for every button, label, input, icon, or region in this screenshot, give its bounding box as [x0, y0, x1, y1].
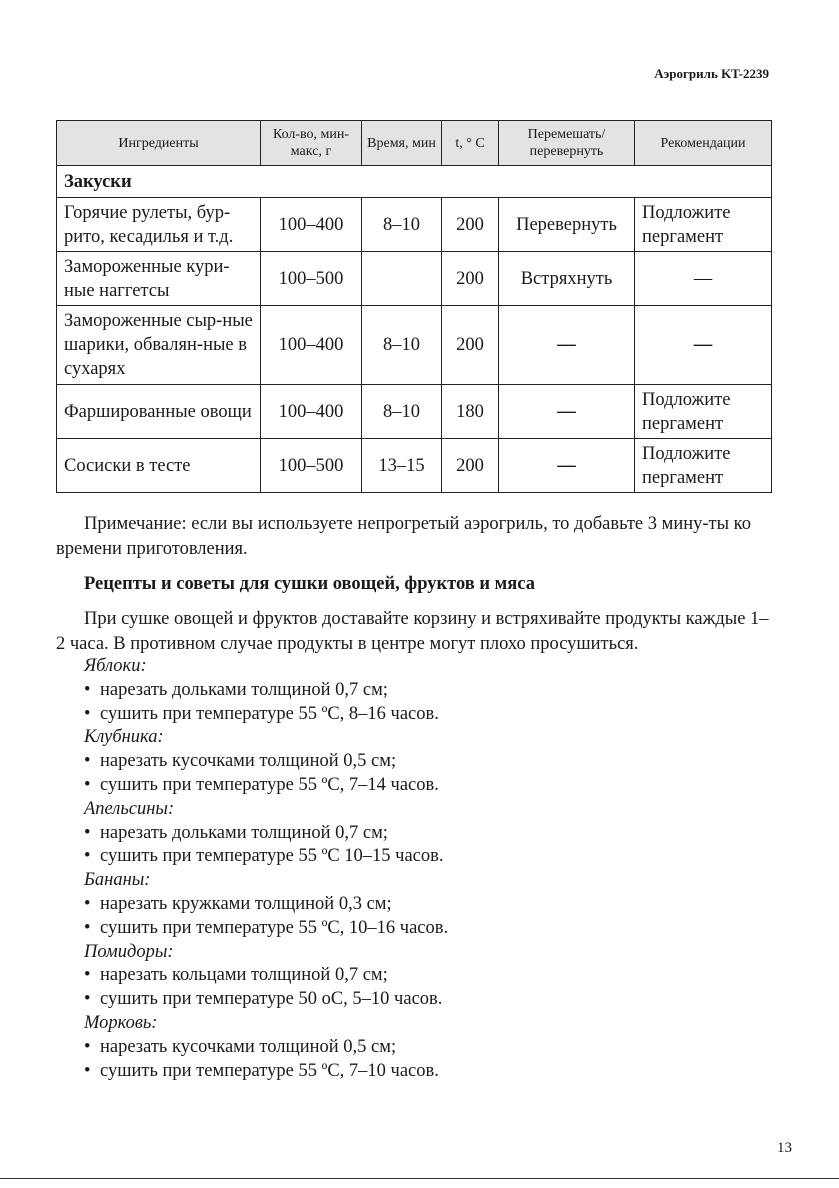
cell-recommendation: —: [635, 252, 772, 306]
cell-temperature: 180: [442, 385, 499, 439]
cell-action: Перевернуть: [499, 198, 635, 252]
cell-ingredient: Фаршированные овощи: [57, 385, 261, 439]
cell-time: 13–15: [362, 439, 442, 493]
cell-time: 8–10: [362, 198, 442, 252]
list-item: [84, 964, 784, 988]
bullet-icon: •: [84, 703, 91, 724]
list-item-text: сушить при температуре 55 ºС 10–15 часов.: [100, 846, 444, 867]
list-item-text: нарезать кольцами толщиной 0,7 см;: [100, 965, 388, 986]
col-header-time: Время, мин: [362, 121, 442, 166]
drying-list: [84, 655, 784, 1083]
bullet-icon: •: [84, 965, 91, 986]
bullet-icon: •: [84, 846, 91, 867]
list-item-text: сушить при температуре 50 оС, 5–10 часов.: [100, 989, 443, 1010]
cell-recommendation: Подложите пергамент: [635, 439, 772, 493]
category-label: Помидоры:: [84, 941, 174, 962]
bullet-icon: •: [84, 893, 91, 914]
page-number: 13: [777, 1140, 792, 1156]
category-label: Апельсины:: [84, 798, 175, 819]
list-item: [84, 1036, 784, 1060]
bullet-icon: •: [84, 774, 91, 795]
category-label: Бананы:: [84, 870, 151, 891]
cell-recommendation: Подложите пергамент: [635, 198, 772, 252]
table-row: [57, 198, 772, 252]
list-item: [84, 774, 784, 798]
cell-ingredient: Горячие рулеты, бур-рито, кесадилья и т.д.: [57, 198, 261, 252]
list-item: [84, 679, 784, 703]
cell-time: 8–10: [362, 306, 442, 385]
cell-temperature: 200: [442, 198, 499, 252]
cell-temperature: 200: [442, 306, 499, 385]
cell-recommendation: —: [635, 306, 772, 385]
table-header-row: [57, 121, 772, 166]
list-item-text: сушить при температуре 55 ºС, 7–10 часов.: [100, 1060, 439, 1081]
cell-temperature: 200: [442, 252, 499, 306]
list-item: [84, 703, 784, 727]
cell-quantity: 100–400: [261, 385, 362, 439]
cell-action: Встряхнуть: [499, 252, 635, 306]
col-header-action: Перемешать/ перевернуть: [499, 121, 635, 166]
running-header: Аэрогриль KT-2239: [654, 66, 769, 81]
table-row: [57, 252, 772, 306]
cell-action: —: [499, 439, 635, 493]
cell-ingredient: Сосиски в тесте: [57, 439, 261, 493]
list-item: [84, 750, 784, 774]
cell-quantity: 100–500: [261, 439, 362, 493]
col-header-temperature: t, ° C: [442, 121, 499, 166]
bullet-icon: •: [84, 679, 91, 700]
cell-quantity: 100–500: [261, 252, 362, 306]
cell-action: —: [499, 306, 635, 385]
list-item-text: нарезать кружками толщиной 0,3 см;: [100, 893, 392, 914]
section-heading: Рецепты и советы для сушки овощей, фруктов и мяса: [84, 574, 535, 594]
col-header-quantity: Кол-во, мин-макс, г: [261, 121, 362, 166]
list-item: [84, 917, 784, 941]
list-item-text: сушить при температуре 55 ºС, 7–14 часов.: [100, 774, 439, 795]
page-bottom-divider: [0, 1178, 839, 1179]
cell-time: 8–10: [362, 385, 442, 439]
cell-ingredient: Замороженные кури-ные наггетсы: [57, 252, 261, 306]
table-section-row: [57, 166, 772, 198]
cell-time: [362, 252, 442, 306]
intro-paragraph: При сушке овощей и фруктов доставайте корзину и встряхивайте продукты каждые 1–2 часа. В противном случае продукты в центре могут плохо просушиться.: [56, 609, 769, 654]
list-item-text: сушить при температуре 55 ºС, 8–16 часов.: [100, 703, 439, 724]
list-item: [84, 988, 784, 1012]
table-row: [57, 306, 772, 385]
category-label: Клубника:: [84, 727, 164, 748]
list-item-text: нарезать дольками толщиной 0,7 см;: [100, 679, 388, 700]
category-label: Морковь:: [84, 1012, 158, 1033]
list-item-text: сушить при температуре 55 ºС, 10–16 часов.: [100, 917, 449, 938]
bullet-icon: •: [84, 917, 91, 938]
cooking-table: [56, 120, 772, 493]
list-item: [84, 822, 784, 846]
col-header-recommendations: Рекомендации: [635, 121, 772, 166]
table-row: [57, 439, 772, 493]
list-item-text: нарезать кусочками толщиной 0,5 см;: [100, 1036, 397, 1057]
cell-quantity: 100–400: [261, 306, 362, 385]
list-item-text: нарезать дольками толщиной 0,7 см;: [100, 822, 388, 843]
list-item: [84, 893, 784, 917]
bullet-icon: •: [84, 989, 91, 1010]
col-header-ingredients: Ингредиенты: [57, 121, 261, 166]
bullet-icon: •: [84, 1036, 91, 1057]
cell-recommendation: Подложите пергамент: [635, 385, 772, 439]
list-item: [84, 1060, 784, 1084]
bullet-icon: •: [84, 822, 91, 843]
category-label: Яблоки:: [84, 656, 147, 676]
bullet-icon: •: [84, 1060, 91, 1081]
cell-ingredient: Замороженные сыр-ные шарики, обвалян-ные в сухарях: [57, 306, 261, 385]
table-row: [57, 385, 772, 439]
bullet-icon: •: [84, 751, 91, 772]
cell-temperature: 200: [442, 439, 499, 493]
cell-action: —: [499, 385, 635, 439]
cell-quantity: 100–400: [261, 198, 362, 252]
section-title: Закуски: [57, 166, 772, 198]
list-item-text: нарезать кусочками толщиной 0,5 см;: [100, 751, 397, 772]
note-paragraph: Примечание: если вы используете непрогретый аэрогриль, то добавьте 3 мину-ты ко времени приготовления.: [56, 514, 751, 559]
list-item: [84, 845, 784, 869]
